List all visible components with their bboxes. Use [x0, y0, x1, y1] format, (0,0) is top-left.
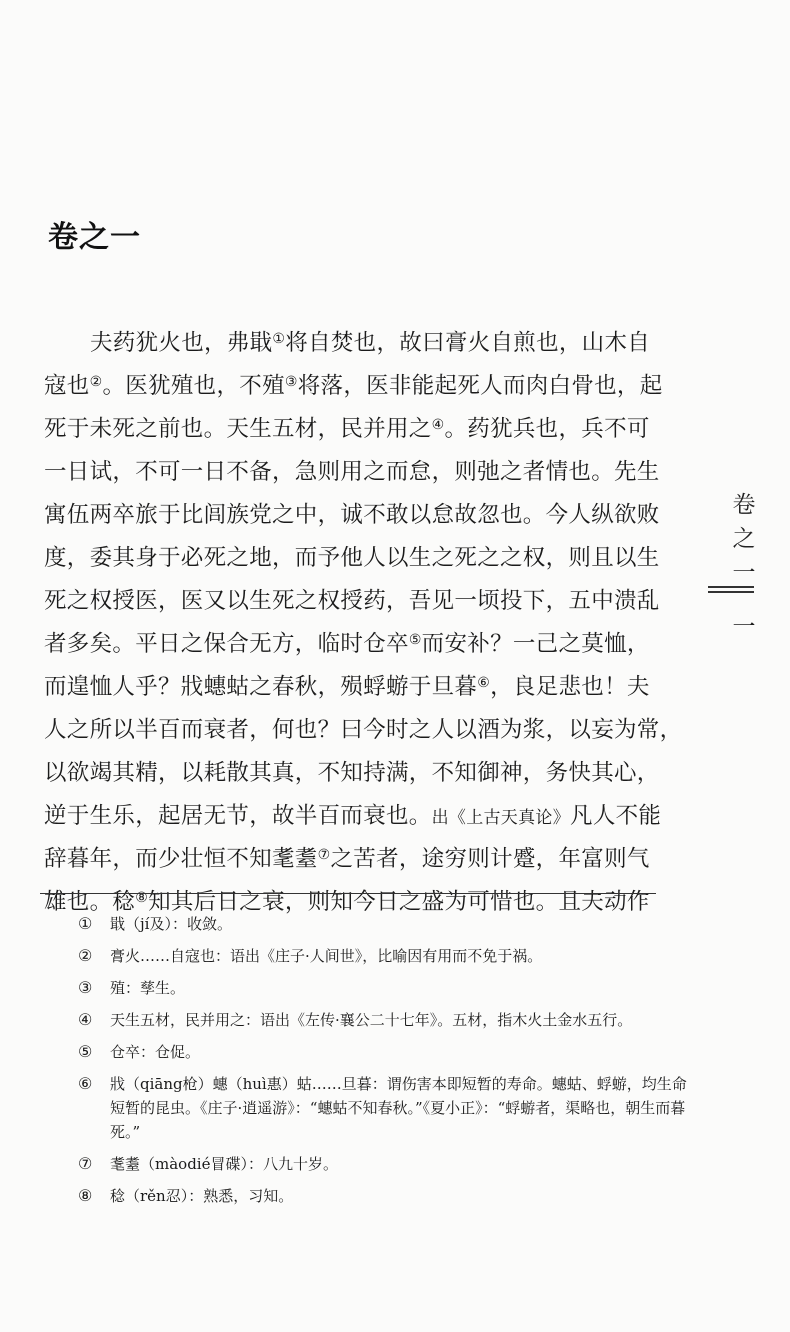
text-segment: 一日试，不可一日不备，急则用之而怠，则弛之者情也。先生: [44, 459, 660, 485]
text-line: [44, 666, 664, 709]
text-segment: 以欲竭其精，以耗散其真，不知持满，不知御神，务快其心，: [44, 760, 660, 786]
running-head: [726, 488, 762, 590]
text-segment: 逆于生乐，起居无节，故半百而衰也。: [44, 803, 432, 829]
text-line: [44, 623, 664, 666]
text-line: [44, 408, 664, 451]
text-segment: 寓伍两卒旅于比闾族党之中，诚不敢以怠故忽也。今人纵欲败: [44, 502, 660, 528]
footnote-number: ⑦: [78, 1154, 93, 1173]
footnote-marker: ⑦: [317, 847, 331, 863]
footnote-text: 仓卒：仓促。: [110, 1043, 201, 1061]
footnote-marker: ②: [89, 374, 103, 390]
footnote-number: ①: [78, 914, 93, 933]
footnote-number: ③: [78, 978, 93, 997]
footnote-marker: ④: [431, 417, 445, 433]
footnotes: [78, 912, 698, 1216]
page-number: 一: [732, 614, 756, 640]
footnote-number: ④: [78, 1010, 93, 1029]
footnote-marker: ⑤: [408, 632, 422, 648]
footnote: [78, 1040, 698, 1064]
text-line: [44, 365, 664, 408]
footnote-text: 戕（qiāng枪）蟪（huì惠）蛄……旦暮：谓伤害本即短暂的寿命。蟪蛄、蜉蝣，均生命短暂的昆虫。《庄子·逍遥游》：“蟪蛄不知春秋。”《夏小正》：“蜉蝣者，渠略也，朝生而暮死。”: [110, 1075, 687, 1141]
text-segment: 而安补？一己之莫恤，: [421, 631, 650, 657]
footnote-marker: ⑧: [135, 890, 149, 906]
text-segment: 度，委其身于必死之地，而予他人以生之死之之权，则且以生: [44, 545, 660, 571]
text-line: [44, 451, 664, 494]
text-segment: 雄也。稔: [44, 889, 136, 915]
footnote: [78, 1184, 698, 1208]
footnote: [78, 944, 698, 968]
footnote-marker: ⑥: [477, 675, 491, 691]
text-segment: 人之所以半百而衰者，何也？曰今时之人以酒为浆，以妄为常，: [44, 717, 683, 743]
footnote-marker: ①: [272, 331, 286, 347]
text-segment: 死之权授医，医又以生死之权授药，吾见一顷投下，五中溃乱: [44, 588, 660, 614]
text-segment: 凡人不能: [570, 803, 662, 829]
footnote-text: 天生五材，民并用之：语出《左传·襄公二十七年》。五材，指木火土金水五行。: [110, 1011, 633, 1029]
footnote: [78, 1072, 698, 1144]
text-segment: 。医犹殖也，不殖: [102, 373, 285, 399]
main-text: [44, 322, 683, 924]
text-segment: ，良足悲也！夫: [490, 674, 650, 700]
running-head-char: 一: [732, 560, 756, 586]
footnote: [78, 1008, 698, 1032]
text-segment: 知其后日之衰，则知今日之盛为可惜也。且夫动作: [148, 889, 650, 915]
text-segment: 寇也: [44, 373, 90, 399]
text-segment: 辞暮年，而少壮恒不知耄耋: [44, 846, 318, 872]
footnote: [78, 912, 698, 936]
chapter-title: 卷之一: [48, 220, 141, 255]
text-segment: 者多矣。平日之保合无方，临时仓卒: [44, 631, 409, 657]
source-note: 出《上古天真论》: [431, 808, 571, 828]
text-segment: 死于未死之前也。天生五材，民并用之: [44, 416, 432, 442]
footnote-divider: [40, 893, 656, 894]
text-line: [44, 537, 664, 580]
footnote: [78, 976, 698, 1000]
text-line: [44, 838, 664, 881]
footnote-number: ⑧: [78, 1186, 93, 1205]
footnote-text: 戢（jí及）：收敛。: [110, 915, 232, 933]
running-head-char: 卷: [732, 492, 756, 518]
footnote-marker: ③: [284, 374, 298, 390]
footnote-number: ⑥: [78, 1074, 93, 1093]
text-line: [44, 322, 664, 365]
text-line: [44, 795, 664, 838]
footnote-number: ⑤: [78, 1042, 93, 1061]
text-segment: 。药犹兵也，兵不可: [444, 416, 650, 442]
text-line: [44, 709, 683, 752]
running-head-rule: [708, 591, 754, 593]
text-line: [44, 494, 664, 537]
footnote-text: 膏火……自寇也：语出《庄子·人间世》，比喻因有用而不免于祸。: [110, 947, 543, 965]
footnote: [78, 1152, 698, 1176]
text-segment: 而遑恤人乎？戕蟪蛄之春秋，殒蜉蝣于旦暮: [44, 674, 478, 700]
footnote-text: 稔（rěn忍）：熟悉，习知。: [110, 1187, 294, 1205]
text-segment: 之苦者，途穷则计蹙，年富则气: [330, 846, 650, 872]
text-segment: 夫药犹火也，弗戢: [90, 330, 273, 356]
footnote-number: ②: [78, 946, 93, 965]
footnote-text: 耄耋（màodié冒碟）：八九十岁。: [110, 1155, 338, 1173]
footnote-text: 殖：孳生。: [110, 979, 186, 997]
running-head-rule: [708, 586, 754, 588]
text-segment: 将自焚也，故曰膏火自煎也，山木自: [285, 330, 651, 356]
text-segment: 将落，医非能起死人而肉白骨也，起: [297, 373, 663, 399]
text-line: [44, 752, 664, 795]
text-line: [44, 580, 664, 623]
running-head-char: 之: [732, 526, 756, 552]
